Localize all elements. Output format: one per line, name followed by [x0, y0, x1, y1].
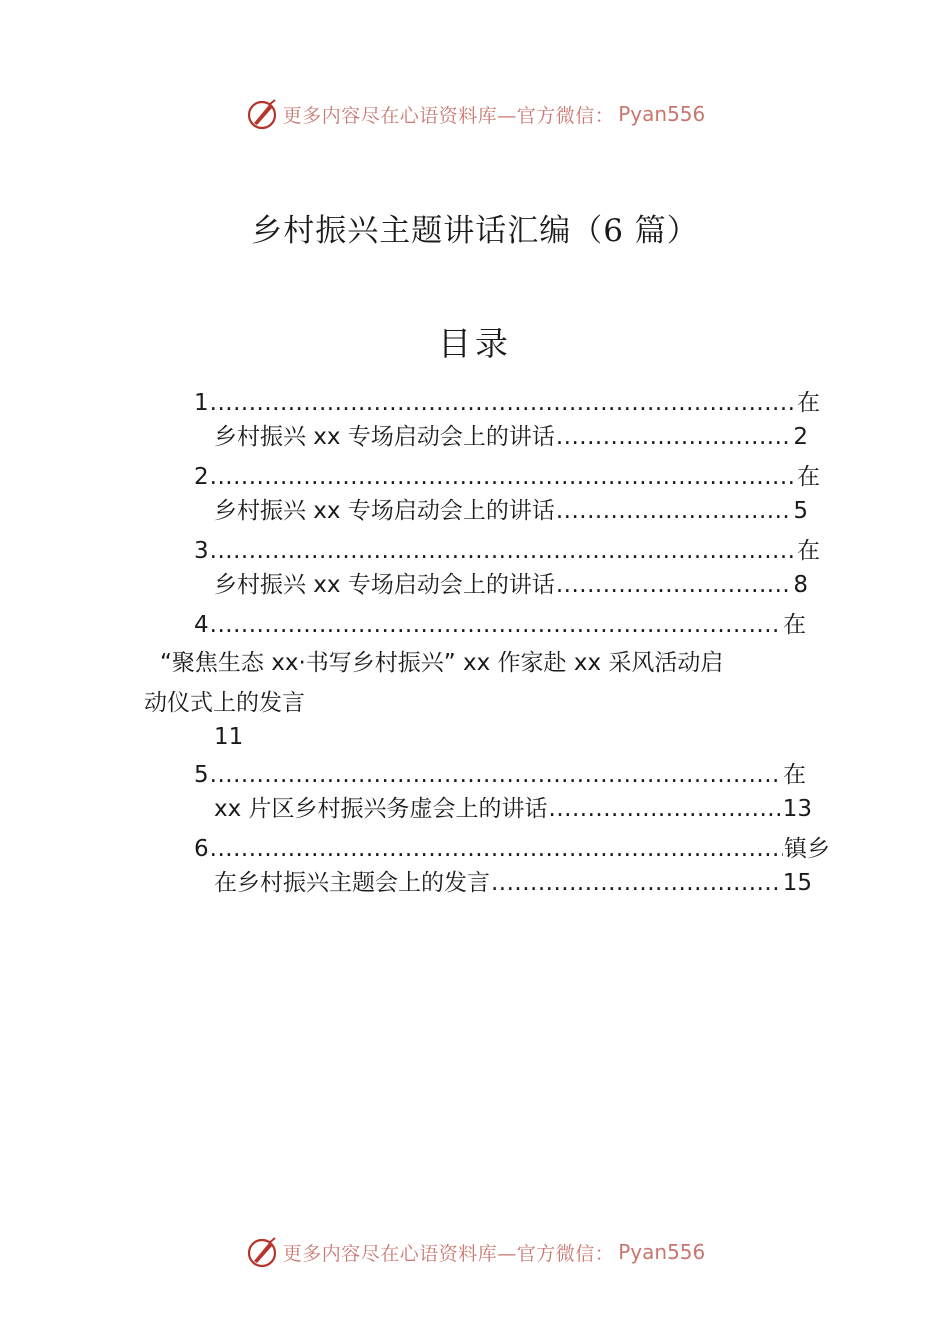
dot-leader	[491, 868, 782, 898]
toc-entry-lead: 镇乡	[784, 836, 830, 862]
toc-entry-6-line1[interactable]	[194, 834, 830, 864]
toc-entry-lead: 在	[797, 390, 820, 416]
toc-entry-4-text-line1[interactable]: “聚焦生态 xx·书写乡村振兴” xx 作家赴 xx 采风活动启	[160, 650, 724, 676]
toc-entry-page: 13	[782, 796, 812, 822]
toc-entry-number: 2	[194, 464, 209, 490]
toc-entry-text: 乡村振兴 xx 专场启动会上的讲话	[214, 424, 555, 450]
toc-entry-lead: 在	[797, 464, 820, 490]
banner-text: 更多内容尽在心语资料库—官方微信：	[282, 104, 615, 127]
dot-leader	[210, 834, 783, 864]
dot-leader	[556, 422, 793, 452]
toc-entry-lead: 在	[783, 762, 806, 788]
toc-entry-number: 5	[194, 762, 209, 788]
toc-entry-number: 3	[194, 538, 209, 564]
document-title: 乡村振兴主题讲话汇编（6 篇）	[251, 213, 699, 249]
quill-logo-icon	[245, 97, 279, 131]
toc-entry-3-line1[interactable]	[194, 536, 820, 566]
banner-text: 更多内容尽在心语资料库—官方微信：	[282, 1242, 615, 1265]
dot-leader	[556, 570, 793, 600]
toc-entry-page: 2	[793, 424, 808, 450]
banner-wechat-id: Pyan556	[618, 102, 706, 126]
dot-leader	[210, 388, 796, 418]
toc-entry-text: 乡村振兴 xx 专场启动会上的讲话	[214, 572, 555, 598]
toc-entry-4-line1[interactable]	[194, 610, 806, 640]
dot-leader	[549, 794, 782, 824]
toc-entry-page: 8	[793, 572, 808, 598]
dot-leader	[556, 496, 793, 526]
dot-leader	[210, 610, 782, 640]
toc-entry-lead: 在	[797, 538, 820, 564]
dot-leader	[210, 462, 796, 492]
toc-entry-6-line2[interactable]	[214, 868, 812, 898]
header-banner	[0, 94, 950, 134]
toc-entry-text: 在乡村振兴主题会上的发言	[214, 870, 490, 896]
toc-entry-3-line2[interactable]	[214, 570, 808, 600]
toc-entry-1-line1[interactable]	[194, 388, 820, 418]
toc-entry-lead: 在	[783, 612, 806, 638]
toc-entry-1-line2[interactable]	[214, 422, 808, 452]
dot-leader	[210, 536, 796, 566]
toc-entry-text: 乡村振兴 xx 专场启动会上的讲话	[214, 498, 555, 524]
toc-entry-text: xx 片区乡村振兴务虚会上的讲话	[214, 796, 548, 822]
toc-entry-4-page[interactable]: 11	[214, 724, 244, 750]
banner-wechat-id: Pyan556	[618, 1240, 706, 1264]
dot-leader	[210, 760, 782, 790]
toc-entry-4-text-line2[interactable]: 动仪式上的发言	[144, 690, 305, 716]
toc-entry-2-line1[interactable]	[194, 462, 820, 492]
footer-banner	[0, 1232, 950, 1272]
toc-entry-2-line2[interactable]	[214, 496, 808, 526]
quill-logo-icon	[245, 1235, 279, 1269]
toc-entry-5-line2[interactable]	[214, 794, 812, 824]
toc-entry-number: 1	[194, 390, 209, 416]
toc-entry-5-line1[interactable]	[194, 760, 806, 790]
toc-entry-number: 6	[194, 836, 209, 862]
toc-entry-page: 5	[793, 498, 808, 524]
toc-entry-number: 4	[194, 612, 209, 638]
toc-entry-page: 15	[782, 870, 812, 896]
toc-heading: 目录	[438, 324, 512, 363]
